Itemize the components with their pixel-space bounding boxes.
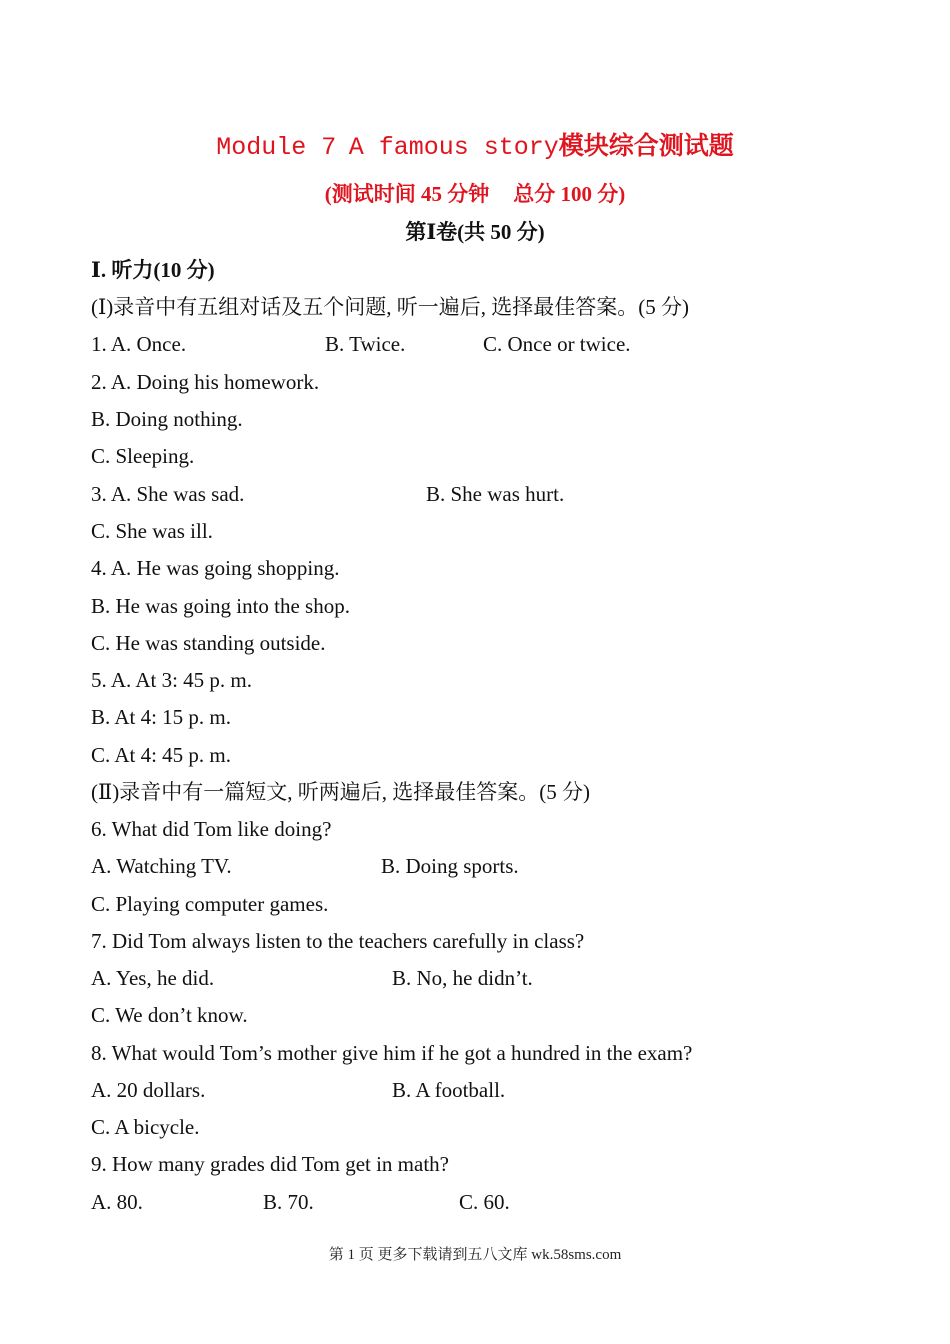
q9-option-c: C. 60. — [459, 1190, 510, 1214]
q4-option-b: B. He was going into the shop. — [91, 594, 350, 618]
q9-option-a: A. 80. — [91, 1190, 143, 1214]
q9-question: 9. How many grades did Tom get in math? — [91, 1152, 449, 1176]
q2-option-b: B. Doing nothing. — [91, 407, 243, 431]
question-6-options — [91, 852, 519, 880]
volume-heading: 第Ⅰ卷(共 50 分) — [405, 220, 545, 244]
q2-option-c: C. Sleeping. — [91, 444, 195, 468]
q8-option-b: B. A football. — [392, 1078, 506, 1102]
q8-option-a: A. 20 dollars. — [91, 1078, 206, 1102]
subtitle-time: (测试时间 45 分钟 — [324, 182, 490, 206]
q5-option-b: B. At 4: 15 p. m. — [91, 705, 232, 729]
question-1-options — [91, 330, 631, 358]
subtitle-score: 总分 100 分) — [513, 182, 626, 206]
document-subtitle — [0, 180, 950, 208]
document-title — [0, 129, 950, 165]
q7-option-a: A. Yes, he did. — [91, 966, 215, 990]
question-9-options — [91, 1188, 510, 1216]
q6-question: 6. What did Tom like doing? — [91, 817, 332, 841]
q6-option-c: C. Playing computer games. — [91, 892, 329, 916]
q1-option-c: C. Once or twice. — [483, 332, 631, 356]
title-chinese: 模块综合测试题 — [558, 131, 734, 160]
q2-option-a: 2. A. Doing his homework. — [91, 370, 320, 394]
q8-question: 8. What would Tom’s mother give him if he got a hundred in the exam? — [91, 1041, 693, 1065]
q6-option-a: A. Watching TV. — [91, 854, 232, 878]
q9-option-b: B. 70. — [263, 1190, 314, 1214]
page-footer: 第 1 页 更多下载请到五八文库 wk.58sms.com — [328, 1247, 622, 1263]
q3-option-b: B. She was hurt. — [426, 482, 565, 506]
title-english: A famous story — [348, 133, 559, 162]
q7-question: 7. Did Tom always listen to the teachers carefully in class? — [91, 929, 585, 953]
part1-instruction: (Ⅰ)录音中有五组对话及五个问题, 听一遍后, 选择最佳答案。(5 分) — [91, 295, 690, 319]
q8-option-c: C. A bicycle. — [91, 1115, 200, 1139]
q3-option-c: C. She was ill. — [91, 519, 213, 543]
q1-option-a: 1. A. Once. — [91, 332, 187, 356]
q7-option-b: B. No, he didn’t. — [392, 966, 533, 990]
q3-option-a: 3. A. She was sad. — [91, 482, 245, 506]
q4-option-a: 4. A. He was going shopping. — [91, 556, 340, 580]
part2-instruction: (Ⅱ)录音中有一篇短文, 听两遍后, 选择最佳答案。(5 分) — [91, 780, 590, 804]
q1-option-b: B. Twice. — [325, 332, 406, 356]
q5-option-c: C. At 4: 45 p. m. — [91, 743, 232, 767]
question-7-options — [91, 964, 533, 992]
q6-option-b: B. Doing sports. — [381, 854, 519, 878]
q5-option-a: 5. A. At 3: 45 p. m. — [91, 668, 253, 692]
q4-option-c: C. He was standing outside. — [91, 631, 326, 655]
question-3-options — [91, 480, 565, 508]
q7-option-c: C. We don’t know. — [91, 1003, 248, 1027]
question-8-options — [91, 1076, 506, 1104]
title-module: Module 7 — [216, 133, 337, 162]
section-heading-listening: Ⅰ. 听力(10 分) — [91, 258, 215, 282]
